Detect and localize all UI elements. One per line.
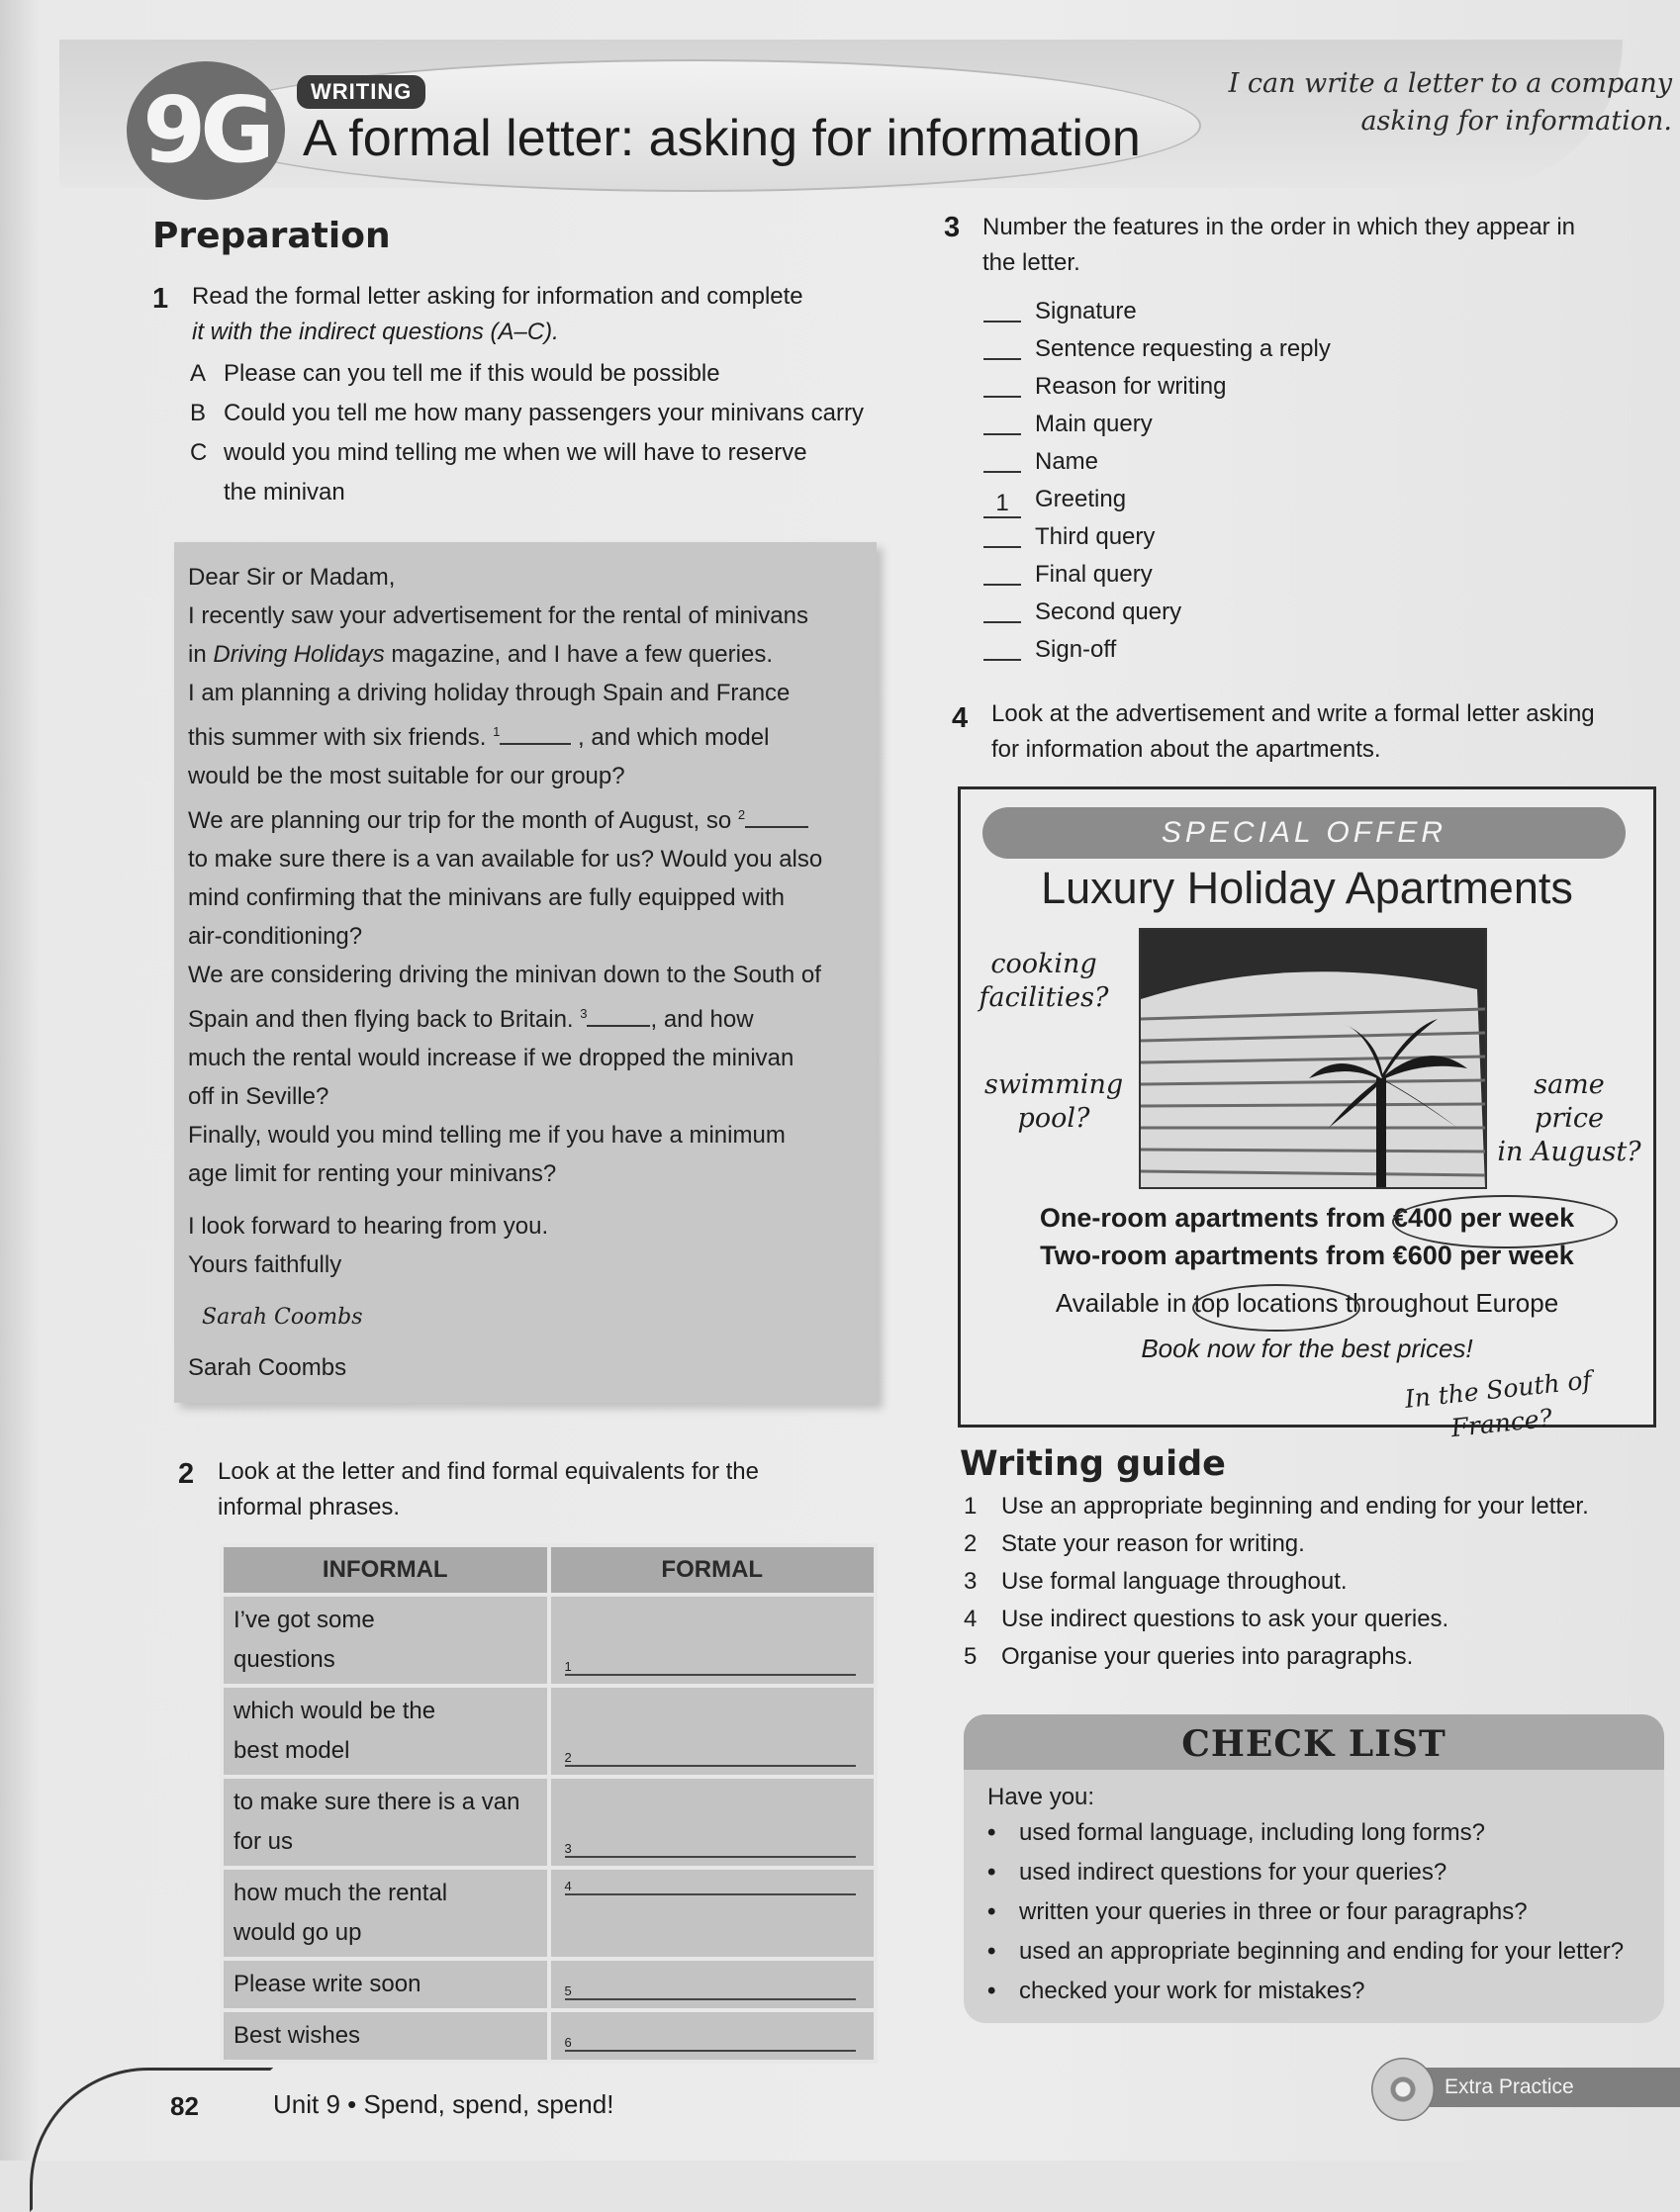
formal-letter <box>174 542 877 1403</box>
answer-line[interactable]: 4 <box>565 1880 857 1895</box>
list-item: Second query <box>983 594 1331 631</box>
answer-line[interactable]: 5 <box>565 1984 857 2000</box>
list-item: • written your queries in three or four paragraphs? <box>987 1898 1528 1925</box>
advert-headline: Luxury Holiday Apartments <box>1041 863 1573 913</box>
list-item: 1 Greeting <box>983 481 1331 518</box>
option-c: C would you mind telling me when we will have to reserve <box>190 439 807 466</box>
option-list <box>190 354 864 512</box>
table-row: to make sure there is a van for us 3 <box>222 1777 876 1868</box>
extra-practice-label: Extra Practice <box>1385 2068 1680 2107</box>
price-line-2: Two-room apartments from €600 per week <box>1040 1241 1574 1270</box>
option-b: B Could you tell me how many passengers your minivans carry <box>190 400 864 426</box>
question-1-number: 1 <box>152 283 169 315</box>
features-list <box>983 293 1331 669</box>
list-item: Third query <box>983 518 1331 556</box>
list-item: Name <box>983 443 1331 481</box>
answer-blank[interactable] <box>983 520 1021 548</box>
equivalents-table <box>220 1543 878 2064</box>
table-row: Best wishes 6 <box>222 2010 876 2062</box>
answer-blank[interactable] <box>983 408 1021 435</box>
gap-2[interactable] <box>745 826 808 828</box>
question-2-text: Look at the letter and find formal equivalents for the informal phrases. <box>218 1458 759 1521</box>
note-pool: swimming pool? <box>984 1069 1124 1134</box>
writing-guide-heading: Writing guide <box>960 1444 1226 1484</box>
writing-guide-list <box>964 1488 1589 1676</box>
answer-blank[interactable] <box>983 295 1021 323</box>
checklist-heading: CHECK LIST <box>964 1714 1664 1770</box>
question-4-number: 4 <box>952 702 969 734</box>
apartment-photo <box>1139 928 1487 1189</box>
preparation-heading: Preparation <box>152 216 391 256</box>
answer-line[interactable]: 3 <box>565 1842 857 1858</box>
letter-body: Dear Sir or Madam, I recently saw your advertisement for the rental of minivans in Driving Holidays magazine, and I have a few queries. I am planning a driving holiday through Spain and France this summer with six friends. $^1$ , and which model would be the most suitable for our group? We are planning our trip for the month of August, so $^2$ to make sure there is a van available for us? Would you also mind confirming that the minivans are fully equipped with air-conditioning? We are considering driving the minivan down to the South of Spain and then flying back to Britain. $^3$ , and how much the rental would increase if we dropped the minivan off in Seville? Finally, would you mind telling me if you have a minimum age limit for renting your minivans? I look forward to hearing from you. Yours faithfully Sarah Coombs Sarah Coombs <box>188 558 859 1387</box>
list-item: • used indirect questions for your queries? <box>987 1859 1447 1886</box>
answer-line[interactable]: 2 <box>565 1751 857 1767</box>
list-item: • used an appropriate beginning and ending for your letter? <box>987 1938 1625 1965</box>
table-row: Please write soon 5 <box>222 1959 876 2010</box>
advertisement <box>958 786 1656 1443</box>
section-tag: WRITING <box>297 75 425 109</box>
page-number: 82 <box>170 2091 199 2121</box>
gap-1[interactable] <box>500 743 571 745</box>
list-item: Reason for writing <box>983 368 1331 406</box>
answer-blank[interactable] <box>983 370 1021 398</box>
list-item: 1 Use an appropriate beginning and ending for your letter. <box>964 1493 1589 1520</box>
answer-blank[interactable] <box>983 596 1021 623</box>
answer-blank[interactable] <box>983 332 1021 360</box>
list-item: Main query <box>983 406 1331 443</box>
learning-objective: I can write a letter to a company asking for information. <box>1228 68 1672 137</box>
note-france: In the South of France? <box>1403 1365 1593 1443</box>
list-item: 4 Use indirect questions to ask your queries. <box>964 1606 1449 1632</box>
gap-3[interactable] <box>587 1025 650 1027</box>
note-cooking: cooking facilities? <box>979 949 1109 1013</box>
answer-line[interactable]: 6 <box>565 2036 857 2052</box>
page-title: A formal letter: asking for information <box>303 110 1141 167</box>
option-a: A Please can you tell me if this would be possible <box>190 360 720 387</box>
list-item: 5 Organise your queries into paragraphs. <box>964 1643 1414 1670</box>
answer-blank[interactable] <box>983 558 1021 586</box>
col-formal: FORMAL <box>549 1545 877 1595</box>
footer-arc <box>30 2068 273 2212</box>
checklist-items <box>987 1813 1624 2011</box>
list-item: • checked your work for mistakes? <box>987 1978 1365 2004</box>
price-line-1: One-room apartments from €400 per week <box>1039 1203 1575 1233</box>
table-row: which would be the best model 2 <box>222 1686 876 1777</box>
letter-name: Sarah Coombs <box>188 1354 347 1381</box>
unit-badge: 9G <box>127 61 285 200</box>
question-3-number: 3 <box>944 212 961 243</box>
list-item: Sign-off <box>983 631 1331 669</box>
question-2-number: 2 <box>178 1458 195 1490</box>
question-4-text: Look at the advertisement and write a formal letter asking for information about the apartments. <box>991 700 1595 763</box>
list-item: 2 State your reason for writing. <box>964 1530 1305 1557</box>
special-offer-banner: SPECIAL OFFER <box>982 807 1626 859</box>
locations-circle <box>1192 1284 1360 1332</box>
signature: Sarah Coombs <box>202 1305 363 1330</box>
list-item: • used formal language, including long forms? <box>987 1819 1485 1846</box>
cd-icon <box>1371 2058 1435 2121</box>
building-image <box>1141 930 1485 1187</box>
col-informal: INFORMAL <box>222 1545 549 1595</box>
answer-blank[interactable] <box>983 445 1021 473</box>
availability-line: Available in top locations throughout Europe <box>1055 1288 1559 1318</box>
list-item: 3 Use formal language throughout. <box>964 1568 1348 1595</box>
option-c-cont: the minivan <box>224 479 345 506</box>
checklist-intro: Have you: <box>987 1784 1095 1810</box>
list-item: Sentence requesting a reply <box>983 330 1331 368</box>
checklist-box <box>964 1714 1664 2023</box>
answer-line[interactable]: 1 <box>565 1660 857 1676</box>
note-price: same price in August? <box>1497 1069 1641 1167</box>
answer-blank[interactable] <box>983 633 1021 661</box>
booking-line: Book now for the best prices! <box>1141 1334 1473 1363</box>
list-item: Final query <box>983 556 1331 594</box>
question-3-text: Number the features in the order in which they appear in the letter. <box>982 214 1576 276</box>
unit-footer: Unit 9 • Spend, spend, spend! <box>273 2089 614 2119</box>
answer-blank[interactable]: 1 <box>983 491 1021 518</box>
list-item: Signature <box>983 293 1331 330</box>
table-row: how much the rental would go up 4 <box>222 1868 876 1959</box>
question-1-text: Read the formal letter asking for information and complete it with the indirect questions (A–C). <box>192 283 803 345</box>
table-row: I’ve got some questions 1 <box>222 1595 876 1686</box>
